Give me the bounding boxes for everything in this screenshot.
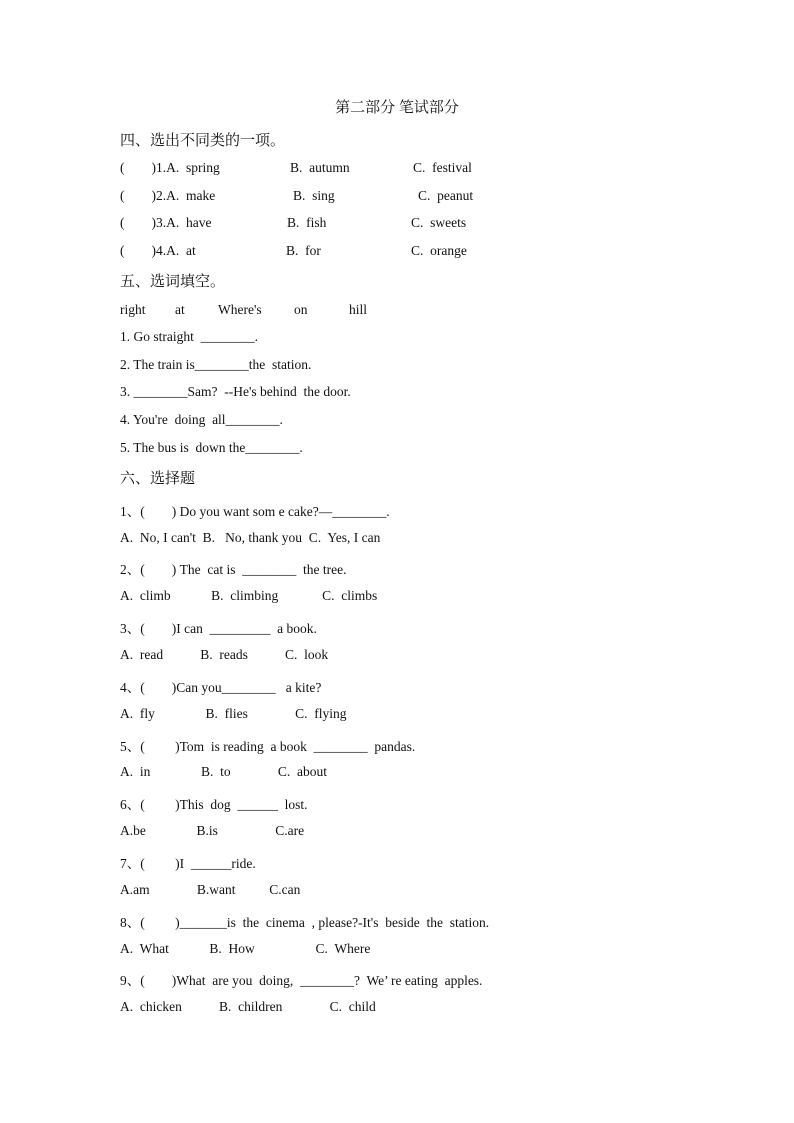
question-options: A. No, I can't B. No, thank you C. Yes, I can <box>120 530 381 545</box>
section4-heading: 四、选出不同类的一项。 <box>120 133 286 149</box>
question-stem: 1、( ) Do you want som e cake?—________. <box>120 504 390 519</box>
word-bank-item: right <box>120 302 146 317</box>
word-bank-item: at <box>175 302 185 317</box>
question-options: A. chicken B. children C. child <box>120 999 376 1014</box>
page-title: 第二部分 笔试部分 <box>335 100 459 116</box>
question-stem: 7、( )I ______ride. <box>120 856 256 871</box>
fill-sentence: 4. You're doing all________. <box>120 412 283 427</box>
question-options: A. climb B. climbing C. climbs <box>120 588 378 603</box>
question-options: A.am B.want C.can <box>120 882 301 897</box>
question-options: A. in B. to C. about <box>120 764 328 779</box>
item-option-c: C. festival <box>413 160 472 175</box>
question-options: A. read B. reads C. look <box>120 647 329 662</box>
question-options: A. What B. How C. Where <box>120 941 371 956</box>
question-stem: 2、( ) The cat is ________ the tree. <box>120 562 347 577</box>
fill-sentence: 3. ________Sam? --He's behind the door. <box>120 384 351 399</box>
question-stem: 6、( )This dog ______ lost. <box>120 797 308 812</box>
item-option-c: C. sweets <box>411 215 467 230</box>
fill-sentence: 1. Go straight ________. <box>120 329 258 344</box>
question-stem: 9、( )What are you doing, ________? We’ re eating apples. <box>120 973 483 988</box>
word-bank-item: hill <box>349 302 368 317</box>
section5-heading: 五、选词填空。 <box>120 274 226 290</box>
item-prefix: ( )1.A. spring <box>120 160 220 175</box>
item-option-b: B. fish <box>287 215 327 230</box>
item-option-c: C. peanut <box>418 188 474 203</box>
question-options: A. fly B. flies C. flying <box>120 706 347 721</box>
item-prefix: ( )4.A. at <box>120 243 196 258</box>
fill-sentence: 5. The bus is down the________. <box>120 440 303 455</box>
question-stem: 4、( )Can you________ a kite? <box>120 680 322 695</box>
item-option-b: B. for <box>286 243 321 258</box>
item-prefix: ( )2.A. make <box>120 188 216 203</box>
item-option-b: B. sing <box>293 188 335 203</box>
word-bank-item: on <box>294 302 308 317</box>
fill-sentence: 2. The train is________the station. <box>120 357 312 372</box>
item-option-b: B. autumn <box>290 160 350 175</box>
word-bank-item: Where's <box>218 302 262 317</box>
question-stem: 3、( )I can _________ a book. <box>120 621 317 636</box>
question-stem: 5、( )Tom is reading a book ________ pandas. <box>120 739 416 754</box>
question-stem: 8、( )_______is the cinema , please?-It's beside the station. <box>120 915 490 930</box>
question-options: A.be B.is C.are <box>120 823 305 838</box>
item-option-c: C. orange <box>411 243 467 258</box>
item-prefix: ( )3.A. have <box>120 215 212 230</box>
section6-heading: 六、选择题 <box>120 471 196 487</box>
